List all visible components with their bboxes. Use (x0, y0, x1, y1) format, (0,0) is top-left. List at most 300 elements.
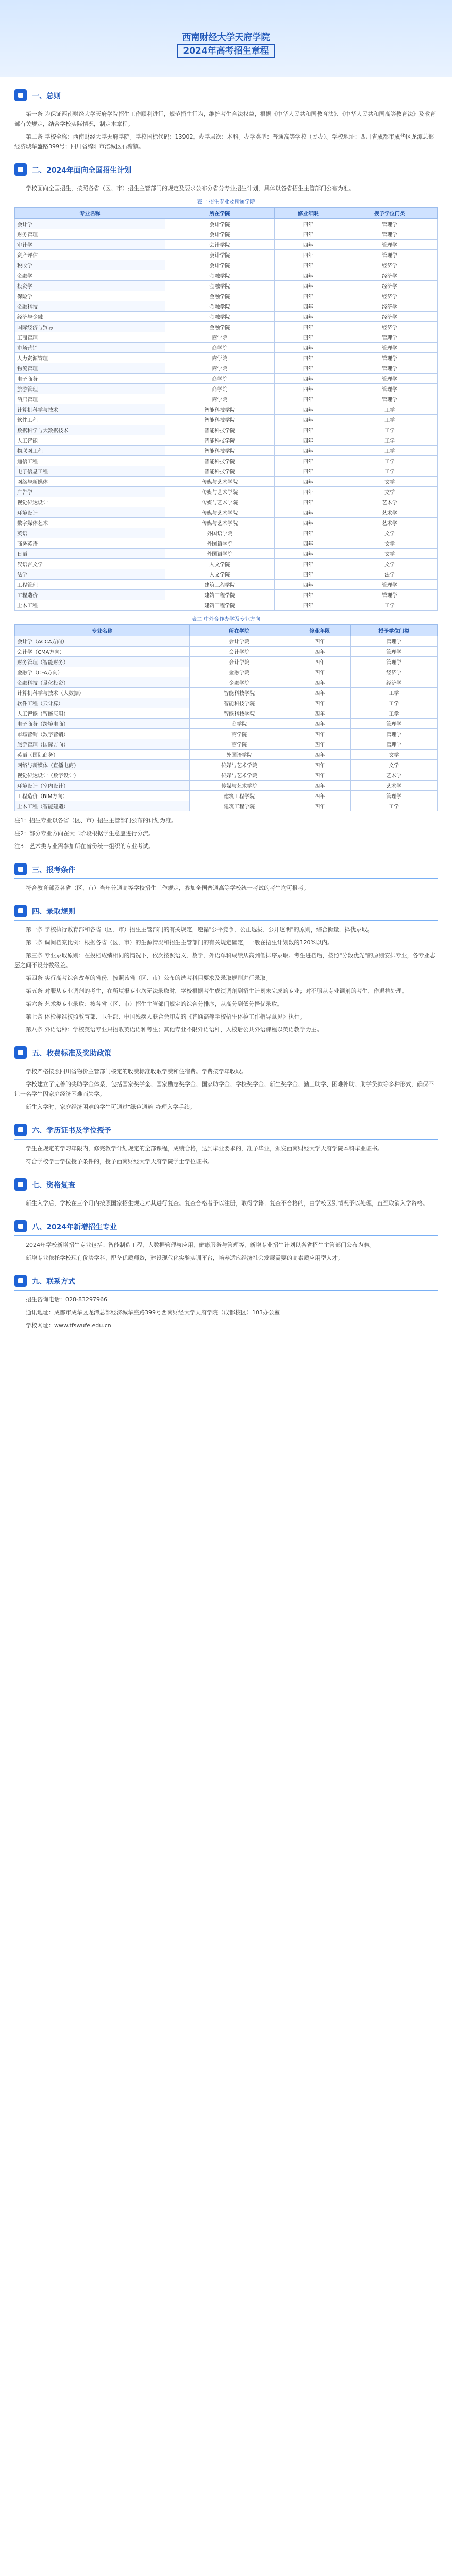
table-cell: 经济学 (342, 312, 438, 322)
major-table (14, 624, 438, 811)
paragraph: 符合教育部及各省（区、市）当年普通高等学校招生工作规定，参加全国普通高等学校统一考试的考生均可报考。 (26, 885, 309, 891)
section-header (14, 1177, 438, 1194)
paragraph: 学校面向全国招生，按照各省（区、市）招生主管部门的规定及要求公布分省分专业招生计划，具体以各省招生主管部门公布为准。 (26, 185, 355, 192)
table-cell: 网络与新媒体（直播电商） (15, 760, 190, 770)
paragraph: 新增专业依托学校现有优势学科，配备优质师资，建设现代化实验实训平台，培养适应经济社会发展需要的高素质应用型人才。 (26, 1255, 343, 1261)
table-cell: 会计学（ACCA方向） (15, 636, 190, 647)
table-cell: 四年 (274, 415, 342, 425)
table-cell: 管理学 (342, 343, 438, 353)
table-cell: 会计学院 (165, 229, 275, 240)
table-row (15, 312, 438, 322)
table-cell: 传媒与艺术学院 (190, 760, 289, 770)
table-cell: 会计学院 (165, 260, 275, 270)
table-row (15, 636, 438, 647)
table-cell: 工程管理 (15, 580, 165, 590)
table-cell: 四年 (274, 507, 342, 518)
table-cell: 会计学院 (165, 240, 275, 250)
table-cell: 视觉传达设计（数字设计） (15, 770, 190, 781)
table-cell: 环境设计（室内设计） (15, 781, 190, 791)
table-row (15, 657, 438, 667)
section-title: 五、收费标准及奖助政策 (32, 1049, 111, 1058)
table-cell: 智能科技学院 (165, 466, 275, 477)
table-cell: 酒店管理 (15, 394, 165, 404)
table-row (15, 374, 438, 384)
table-row (15, 343, 438, 353)
table-cell: 文学 (350, 750, 437, 760)
table-cell: 外国语学院 (165, 528, 275, 538)
table-cell: 通信工程 (15, 456, 165, 466)
table-row (15, 497, 438, 507)
paragraph: 学校严格按照四川省物价主管部门核定的收费标准收取学费和住宿费。学费按学年收取。 (26, 1068, 247, 1075)
section-title: 四、录取规则 (32, 908, 75, 916)
table-cell: 四年 (274, 497, 342, 507)
table-cell: 金融科技（量化投资） (15, 677, 190, 688)
table-row (15, 518, 438, 528)
table-cell: 四年 (289, 770, 351, 781)
table-cell: 网络与新媒体 (15, 477, 165, 487)
table-cell: 计算机科学与技术 (15, 404, 165, 415)
table-cell: 四年 (274, 353, 342, 363)
table-row (15, 250, 438, 260)
paragraph: 学生在规定的学习年限内，修完教学计划规定的全部课程，成绩合格，达到毕业要求的，准予毕业，颁发西南财经大学天府学院本科毕业证书。 (26, 1145, 383, 1152)
table-cell: 税收学 (15, 260, 165, 270)
table-cell: 管理学 (342, 394, 438, 404)
section-header (14, 1122, 438, 1140)
section (14, 1045, 438, 1112)
section-title: 一、总则 (32, 92, 61, 100)
section-title: 九、联系方式 (32, 1278, 75, 1286)
table-cell: 商学院 (190, 739, 289, 750)
column-header: 授予学位门类 (350, 625, 437, 636)
section (14, 88, 438, 151)
table-cell: 四年 (274, 559, 342, 569)
table-cell: 四年 (274, 487, 342, 497)
table-cell: 投资学 (15, 281, 165, 291)
table-cell: 会计学院 (165, 250, 275, 260)
table-cell: 金融学院 (190, 667, 289, 677)
table-row (15, 404, 438, 415)
table-cell: 人工智能（智能应用） (15, 708, 190, 719)
table-cell: 工程造价（BIM方向） (15, 791, 190, 801)
table-cell: 四年 (274, 260, 342, 270)
table-cell: 工程造价 (15, 590, 165, 600)
table-cell: 金融学院 (165, 312, 275, 322)
table-cell: 四年 (274, 590, 342, 600)
section-title: 三、报考条件 (32, 866, 75, 874)
table-row (15, 322, 438, 332)
table-cell: 四年 (274, 435, 342, 446)
table-row (15, 477, 438, 487)
table-cell: 四年 (274, 250, 342, 260)
table-cell: 四年 (289, 719, 351, 729)
table-cell: 金融学院 (165, 281, 275, 291)
section-bullet-icon (14, 163, 27, 176)
table-cell: 数据科学与大数据技术 (15, 425, 165, 435)
table-cell: 四年 (289, 657, 351, 667)
table-cell: 四年 (289, 791, 351, 801)
table-cell: 金融学院 (165, 301, 275, 312)
table-row (15, 580, 438, 590)
table-cell: 四年 (274, 240, 342, 250)
table-cell: 管理学 (342, 240, 438, 250)
table-cell: 管理学 (342, 332, 438, 343)
table-cell: 经济学 (342, 281, 438, 291)
table-row (15, 719, 438, 729)
table-cell: 传媒与艺术学院 (165, 477, 275, 487)
table-cell: 商学院 (165, 363, 275, 374)
table-header-row (15, 625, 438, 636)
table-cell: 艺术学 (350, 770, 437, 781)
table-row (15, 332, 438, 343)
table-cell: 汉语言文学 (15, 559, 165, 569)
column-header: 修业年限 (274, 208, 342, 219)
table-cell: 会计学（CMA方向） (15, 647, 190, 657)
table-cell: 四年 (274, 343, 342, 353)
table-cell: 四年 (289, 698, 351, 708)
table-cell: 四年 (289, 801, 351, 811)
table-row (15, 456, 438, 466)
table-cell: 四年 (274, 281, 342, 291)
table-cell: 四年 (289, 729, 351, 739)
table-cell: 四年 (274, 549, 342, 559)
paragraph: 通讯地址：成都市成华区龙潭总部经济城华盛路399号西南财经大学天府学院（成都校区）103办公室 (26, 1309, 280, 1316)
table-cell: 财务管理 (15, 229, 165, 240)
section (14, 1273, 438, 1330)
table-cell: 建筑工程学院 (165, 580, 275, 590)
table-cell: 市场营销 (15, 343, 165, 353)
table-cell: 金融学院 (165, 322, 275, 332)
table-cell: 管理学 (350, 657, 437, 667)
table-cell: 四年 (289, 647, 351, 657)
table-row (15, 353, 438, 363)
table-cell: 管理学 (342, 374, 438, 384)
table-cell: 工商管理 (15, 332, 165, 343)
table-cell: 电子信息工程 (15, 466, 165, 477)
table-cell: 计算机科学与技术（大数据） (15, 688, 190, 698)
table-cell: 人文学院 (165, 569, 275, 580)
table-cell: 四年 (274, 384, 342, 394)
table-row (15, 528, 438, 538)
table-note: 注1：招生专业以各省（区、市）招生主管部门公布的计划为准。 (14, 817, 177, 824)
table-cell: 文学 (342, 528, 438, 538)
paragraph: 第一条 为保证西南财经大学天府学院招生工作顺利进行，规范招生行为，维护考生合法权益，根据《中华人民共和国教育法》、《中华人民共和国高等教育法》及教育部有关规定，结合学校实际情况，制定本章程。 (14, 111, 436, 127)
table-cell: 数字媒体艺术 (15, 518, 165, 528)
table-cell: 会计学院 (190, 636, 289, 647)
table-cell: 经济学 (342, 301, 438, 312)
table-row (15, 425, 438, 435)
section-bullet-icon (14, 1275, 27, 1287)
table-cell: 财务管理（智能财务） (15, 657, 190, 667)
column-header: 授予学位门类 (342, 208, 438, 219)
table-row (15, 281, 438, 291)
table-cell: 管理学 (342, 229, 438, 240)
table-cell: 四年 (274, 219, 342, 229)
table-cell: 四年 (274, 518, 342, 528)
table-cell: 商学院 (165, 353, 275, 363)
table-cell: 审计学 (15, 240, 165, 250)
table-cell: 四年 (274, 600, 342, 611)
table-note: 注3：艺术类专业需参加所在省份统一组织的专业考试。 (14, 843, 154, 850)
table-cell: 商学院 (190, 719, 289, 729)
table-row (15, 569, 438, 580)
table-cell: 会计学院 (165, 219, 275, 229)
table-cell: 四年 (274, 363, 342, 374)
table-row (15, 667, 438, 677)
paragraph: 学校建立了完善的奖助学金体系，包括国家奖学金、国家励志奖学金、国家助学金、学校奖学金、新生奖学金、勤工助学、困难补助、助学贷款等多种形式，确保不让一名学生因家庭经济困难而失学。 (14, 1081, 434, 1097)
section-bullet-icon (14, 905, 27, 917)
table-cell: 建筑工程学院 (165, 600, 275, 611)
table-cell: 土木工程（智能建造） (15, 801, 190, 811)
table-cell: 四年 (289, 636, 351, 647)
table-cell: 外国语学院 (165, 538, 275, 549)
table-row (15, 770, 438, 781)
table-cell: 金融科技 (15, 301, 165, 312)
table-cell: 土木工程 (15, 600, 165, 611)
paragraph: 第二条 学校全称：西南财经大学天府学院。学校国标代码：13902。办学层次：本科。办学类型：普通高等学校（民办）。学校地址：四川省成都市成华区龙潭总部经济城华盛路399号；四川省绵阳市涪城区石塘镇。 (14, 133, 434, 150)
section (14, 162, 438, 851)
table-cell: 人文学院 (165, 559, 275, 569)
table-cell: 管理学 (342, 353, 438, 363)
section-header (14, 1273, 438, 1291)
table-cell: 经济学 (342, 322, 438, 332)
table-cell: 艺术学 (342, 507, 438, 518)
table-row (15, 301, 438, 312)
column-header: 所在学院 (165, 208, 275, 219)
table-cell: 管理学 (350, 791, 437, 801)
section-title: 六、学历证书及学位授予 (32, 1127, 111, 1135)
table-cell: 四年 (274, 322, 342, 332)
table-row (15, 446, 438, 456)
paragraph: 符合学校学士学位授予条件的，授予西南财经大学天府学院学士学位证书。 (26, 1158, 213, 1165)
paragraph: 新生入学后，学校在三个月内按照国家招生规定对其进行复查。复查合格者予以注册，取得学籍；复查不合格的，由学校区别情况予以处理，直至取消入学资格。 (26, 1200, 428, 1207)
table-row (15, 739, 438, 750)
paragraph: 第一条 学校执行教育部和各省（区、市）招生主管部门的有关规定，遵循"公平竞争、公正选拔、公开透明"的原则，综合衡量，择优录取。 (26, 926, 373, 933)
table-cell: 四年 (274, 291, 342, 301)
table-row (15, 487, 438, 497)
section-header (14, 88, 438, 105)
table-cell: 市场营销（数字营销） (15, 729, 190, 739)
table-cell: 外国语学院 (190, 750, 289, 760)
paragraph: 第七条 体检标准按照教育部、卫生部、中国残疾人联合会印发的《普通高等学校招生体检工作指导意见》执行。 (26, 1013, 306, 1020)
section-title: 二、2024年面向全国招生计划 (32, 166, 131, 175)
table-cell: 四年 (274, 456, 342, 466)
paragraph: 第二条 调阅档案比例：根据各省（区、市）的生源情况和招生主管部门的有关规定确定，一般在招生计划数的120%以内。 (26, 939, 333, 946)
table-row (15, 647, 438, 657)
table-cell: 文学 (342, 559, 438, 569)
table-cell: 视觉传达设计 (15, 497, 165, 507)
table-cell: 会计学院 (190, 647, 289, 657)
column-header: 专业名称 (15, 625, 190, 636)
table-cell: 管理学 (350, 729, 437, 739)
table-row (15, 698, 438, 708)
table-cell: 工学 (350, 698, 437, 708)
table-cell: 工学 (342, 446, 438, 456)
table-cell: 商学院 (165, 332, 275, 343)
table-cell: 工学 (342, 435, 438, 446)
table-row (15, 240, 438, 250)
table-cell: 工学 (342, 415, 438, 425)
table-cell: 金融学院 (165, 270, 275, 281)
table-row (15, 415, 438, 425)
table-row (15, 219, 438, 229)
table-cell: 国际经济与贸易 (15, 322, 165, 332)
table-cell: 四年 (289, 781, 351, 791)
table-cell: 文学 (342, 538, 438, 549)
table-cell: 管理学 (350, 636, 437, 647)
table-cell: 电子商务（跨境电商） (15, 719, 190, 729)
paragraph: 2024年学校新增招生专业包括：智能制造工程、大数据管理与应用、健康服务与管理等，新增专业招生计划以各省招生主管部门公布为准。 (26, 1242, 375, 1248)
table-cell: 保险学 (15, 291, 165, 301)
table-cell: 工学 (350, 801, 437, 811)
table-cell: 四年 (274, 394, 342, 404)
table-cell: 四年 (274, 477, 342, 487)
table-cell: 文学 (342, 549, 438, 559)
table-cell: 建筑工程学院 (165, 590, 275, 600)
paragraph: 学校网址：www.tfswufe.edu.cn (26, 1322, 111, 1329)
document-body (14, 77, 438, 2576)
table-note: 注2：部分专业方向在大二阶段根据学生意愿进行分流。 (14, 830, 154, 837)
table-cell: 智能科技学院 (165, 456, 275, 466)
table-row (15, 600, 438, 611)
paragraph: 招生咨询电话：028-83297966 (26, 1296, 107, 1303)
table-cell: 物流管理 (15, 363, 165, 374)
table-cell: 四年 (274, 425, 342, 435)
table-row (15, 229, 438, 240)
table-cell: 建筑工程学院 (190, 801, 289, 811)
table-cell: 物联网工程 (15, 446, 165, 456)
table-cell: 商学院 (165, 374, 275, 384)
section-bullet-icon (14, 1046, 27, 1059)
table-row (15, 394, 438, 404)
table-row (15, 781, 438, 791)
table-cell: 智能科技学院 (165, 415, 275, 425)
table-cell: 商学院 (165, 343, 275, 353)
table-cell: 四年 (274, 528, 342, 538)
table-cell: 软件工程 (15, 415, 165, 425)
table-cell: 外国语学院 (165, 549, 275, 559)
table-caption: 表二 中外合作办学及专业方向 (191, 617, 261, 622)
table-cell: 四年 (274, 374, 342, 384)
table-cell: 四年 (274, 538, 342, 549)
table-cell: 四年 (274, 466, 342, 477)
column-header: 专业名称 (15, 208, 165, 219)
table-cell: 传媒与艺术学院 (190, 781, 289, 791)
table-cell: 会计学院 (190, 657, 289, 667)
table-cell: 四年 (289, 708, 351, 719)
section (14, 903, 438, 1035)
table-cell: 法学 (342, 569, 438, 580)
header-doc-title-text: 2024年高考招生章程 (177, 44, 274, 58)
table-cell: 艺术学 (342, 518, 438, 528)
table-cell: 广告学 (15, 487, 165, 497)
paragraph: 第八条 外语语种：学校英语专业只招收英语语种考生；其他专业不限外语语种，入校后公共外语课程以英语教学为主。 (26, 1026, 323, 1033)
table-cell: 工学 (342, 404, 438, 415)
table-cell: 经济学 (350, 667, 437, 677)
table-cell: 法学 (15, 569, 165, 580)
table-cell: 管理学 (350, 719, 437, 729)
table-row (15, 729, 438, 739)
paragraph: 新生入学时，家庭经济困难的学生可通过"绿色通道"办理入学手续。 (26, 1104, 196, 1110)
table-cell: 金融学（CFA方向） (15, 667, 190, 677)
table-row (15, 559, 438, 569)
column-header: 所在学院 (190, 625, 289, 636)
section (14, 1218, 438, 1263)
section-bullet-icon (14, 1220, 27, 1232)
table-cell: 艺术学 (350, 781, 437, 791)
section-header (14, 1218, 438, 1236)
table-cell: 智能科技学院 (190, 708, 289, 719)
table-row (15, 270, 438, 281)
section-title: 七、资格复查 (32, 1181, 75, 1190)
table-cell: 文学 (342, 477, 438, 487)
table-caption: 表一 招生专业及所属学院 (196, 199, 256, 205)
table-row (15, 435, 438, 446)
section-bullet-icon (14, 1124, 27, 1136)
table-cell: 软件工程（云计算） (15, 698, 190, 708)
section-title: 八、2024年新增招生专业 (32, 1223, 117, 1231)
table-cell: 工学 (342, 425, 438, 435)
table-cell: 工学 (342, 456, 438, 466)
table-cell: 人工智能 (15, 435, 165, 446)
table-cell: 四年 (274, 580, 342, 590)
section-header (14, 1045, 438, 1062)
table-cell: 建筑工程学院 (190, 791, 289, 801)
table-cell: 商务英语 (15, 538, 165, 549)
header-doc-title (0, 43, 452, 56)
table-cell: 工学 (350, 708, 437, 719)
table-row (15, 466, 438, 477)
table-cell: 智能科技学院 (165, 446, 275, 456)
table-cell: 文学 (342, 487, 438, 497)
section-header (14, 861, 438, 879)
page-header (0, 0, 452, 77)
table-row (15, 801, 438, 811)
table-cell: 商学院 (165, 394, 275, 404)
header-school-name: 西南财经大学天府学院 (182, 32, 270, 43)
table-cell: 四年 (274, 332, 342, 343)
section (14, 1122, 438, 1166)
table-row (15, 291, 438, 301)
table-cell: 电子商务 (15, 374, 165, 384)
section (14, 861, 438, 893)
table-cell: 四年 (274, 404, 342, 415)
paragraph: 第五条 对服从专业调剂的考生，在所填报专业均无法录取时，学校根据考生成绩调剂到招生计划未完成的专业；对不服从专业调剂的考生，作退档处理。 (26, 988, 408, 994)
table-cell: 经济与金融 (15, 312, 165, 322)
table-row (15, 677, 438, 688)
table-row (15, 549, 438, 559)
table-cell: 艺术学 (342, 497, 438, 507)
section (14, 1177, 438, 1208)
table-cell: 四年 (289, 667, 351, 677)
table-cell: 金融学院 (165, 291, 275, 301)
table-cell: 传媒与艺术学院 (165, 497, 275, 507)
paragraph: 第六条 艺术类专业录取：按各省（区、市）招生主管部门规定的综合分排序，从高分到低分择优录取。 (26, 1001, 283, 1007)
table-cell: 英语 (15, 528, 165, 538)
section-bullet-icon (14, 863, 27, 875)
table-row (15, 760, 438, 770)
paragraph: 第三条 专业录取原则：在投档成绩相同的情况下，依次按照语文、数学、外语单科成绩从高到低排序录取。考生进档后，按照"分数优先"的原则安排专业，各专业志愿之间不设分数级差。 (14, 952, 436, 969)
table-row (15, 363, 438, 374)
table-cell: 管理学 (342, 590, 438, 600)
table-cell: 工学 (342, 600, 438, 611)
table-row (15, 791, 438, 801)
table-cell: 环境设计 (15, 507, 165, 518)
table-cell: 管理学 (342, 219, 438, 229)
table-row (15, 538, 438, 549)
section-bullet-icon (14, 89, 27, 101)
table-cell: 四年 (274, 270, 342, 281)
table-cell: 管理学 (342, 384, 438, 394)
